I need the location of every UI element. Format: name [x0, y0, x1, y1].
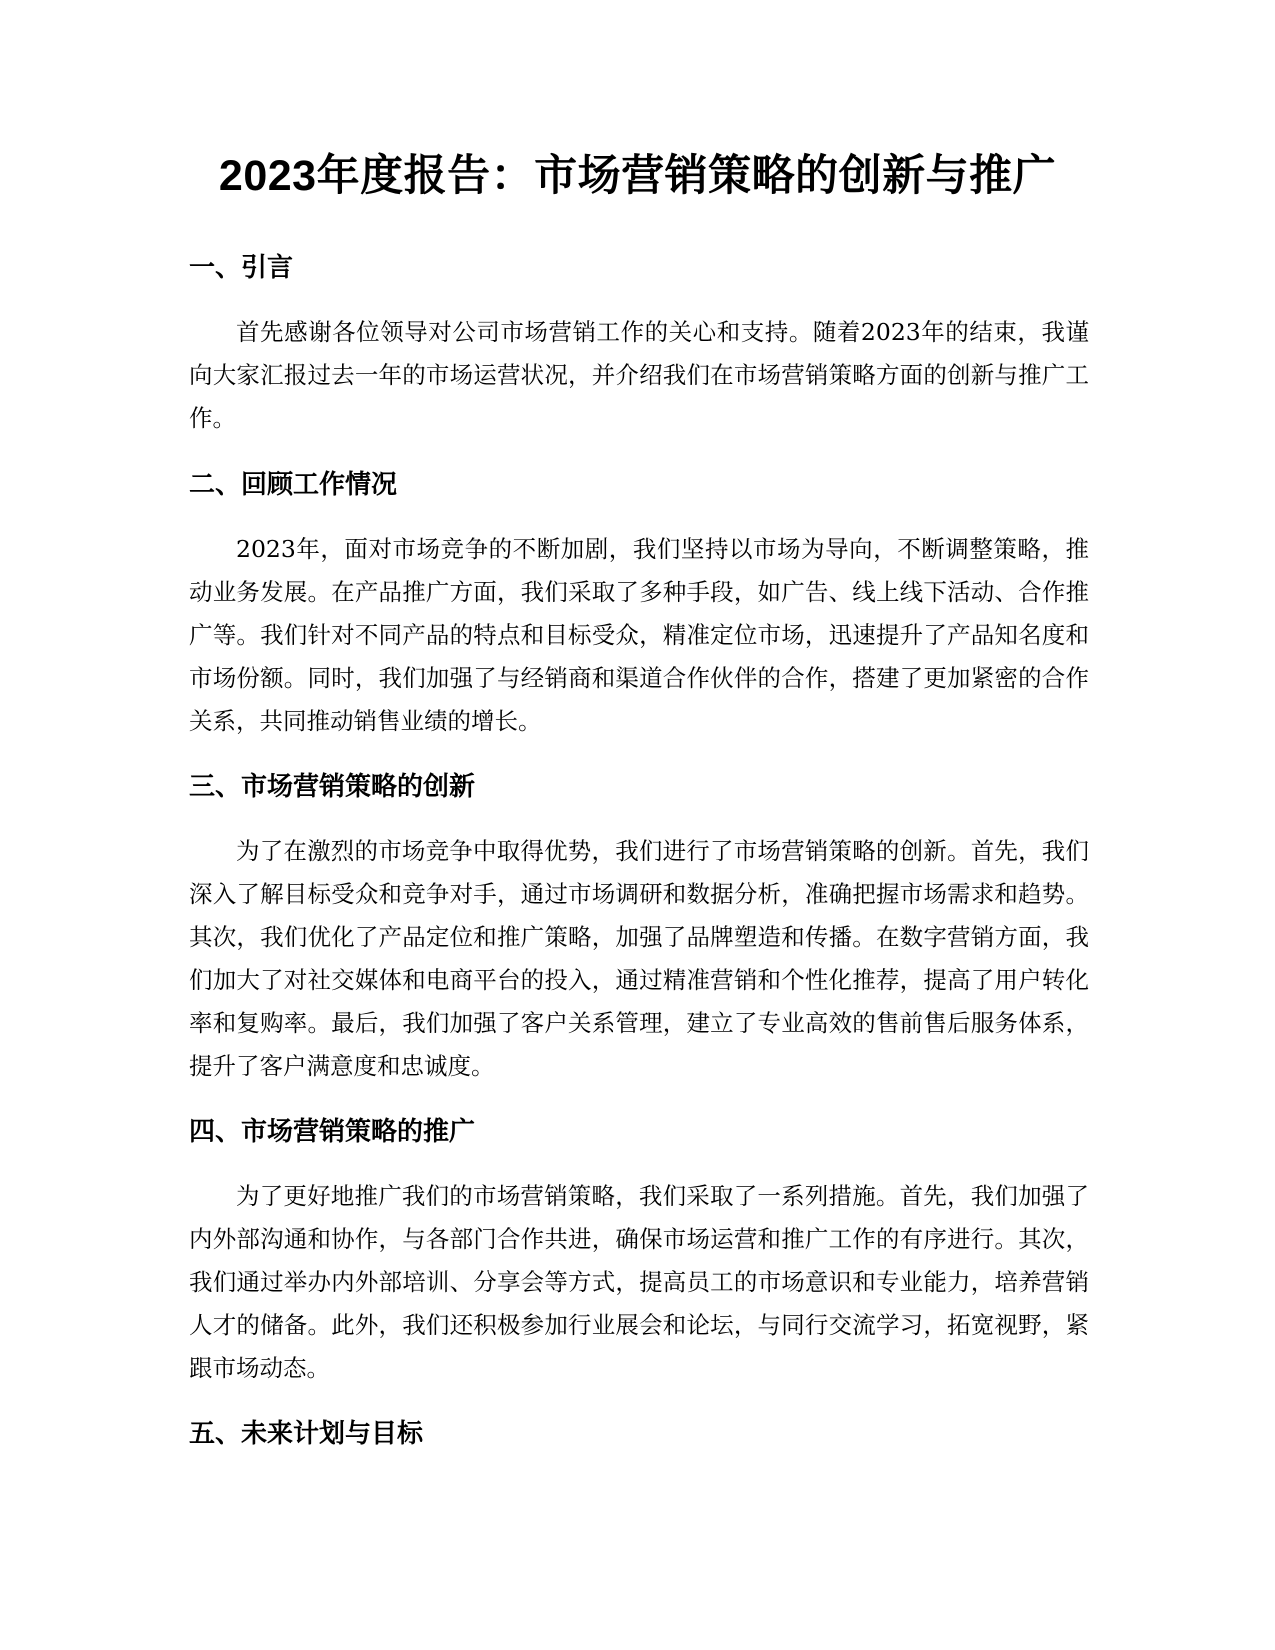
section-paragraph-work-review: 2023年，面对市场竞争的不断加剧，我们坚持以市场为导向，不断调整策略，推动业务发展。在产品推广方面，我们采取了多种手段，如广告、线上线下活动、合作推广等。我们针对不同产品的特点和目标受众，精准定位市场，迅速提升了产品知名度和市场份额。同时，我们加强了与经销商和渠道合作伙伴的合作，搭建了更加紧密的合作关系，共同推动销售业绩的增长。: [189, 535, 1089, 735]
section-heading-strategy-promotion: 四、市场营销策略的推广: [189, 1116, 476, 1146]
section-paragraph-strategy-innovation: 为了在激烈的市场竞争中取得优势，我们进行了市场营销策略的创新。首先，我们深入了解目标受众和竞争对手，通过市场调研和数据分析，准确把握市场需求和趋势。其次，我们优化了产品定位和推广策略，加强了品牌塑造和传播。在数字营销方面，我们加大了对社交媒体和电商平台的投入，通过精准营销和个性化推荐，提高了用户转化率和复购率。最后，我们加强了客户关系管理，建立了专业高效的售前售后服务体系，提升了客户满意度和忠诚度。: [189, 837, 1089, 1080]
section-heading-work-review: 二、回顾工作情况: [189, 469, 398, 499]
page-title: 2023年度报告：市场营销策略的创新与推广: [218, 152, 1057, 200]
section-heading-introduction: 一、引言: [189, 252, 294, 282]
section-heading-future-plans: 五、未来计划与目标: [189, 1418, 424, 1448]
section-paragraph-strategy-promotion: 为了更好地推广我们的市场营销策略，我们采取了一系列措施。首先，我们加强了内外部沟通和协作，与各部门合作共进，确保市场运营和推广工作的有序进行。其次，我们通过举办内外部培训、分享会等方式，提高员工的市场意识和专业能力，培养营销人才的储备。此外，我们还积极参加行业展会和论坛，与同行交流学习，拓宽视野，紧跟市场动态。: [189, 1182, 1089, 1382]
section-paragraph-introduction: 首先感谢各位领导对公司市场营销工作的关心和支持。随着2023年的结束，我谨向大家汇报过去一年的市场运营状况，并介绍我们在市场营销策略方面的创新与推广工作。: [189, 318, 1089, 432]
section-heading-strategy-innovation: 三、市场营销策略的创新: [189, 771, 476, 801]
